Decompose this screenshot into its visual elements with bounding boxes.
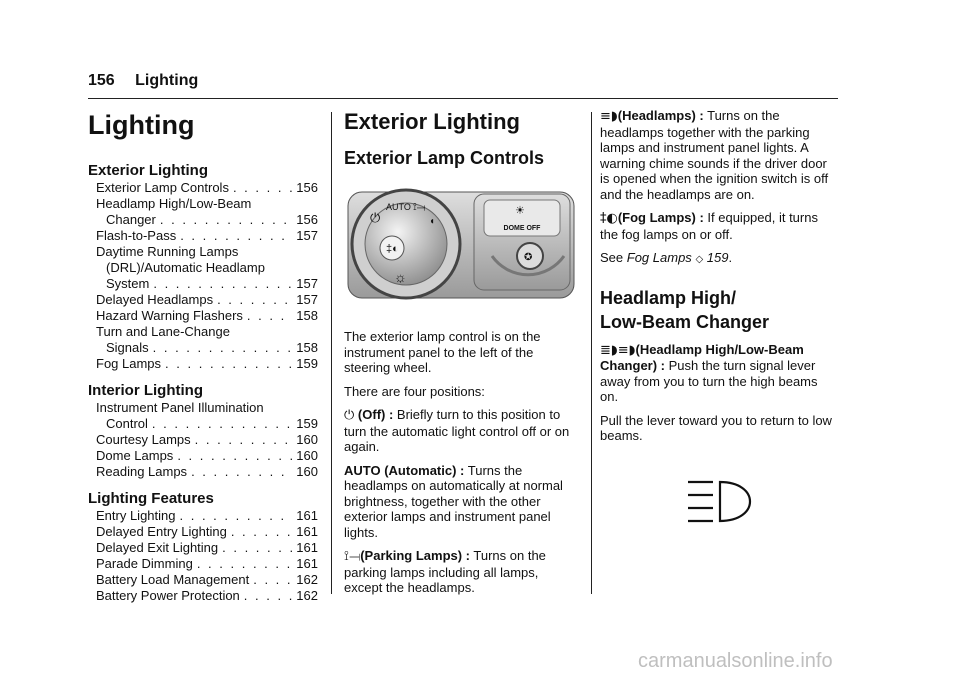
chapter-title: Lighting: [88, 110, 195, 140]
fog-lamp-icon: ‡◐: [386, 243, 399, 255]
toc-entry[interactable]: Delayed Exit Lighting . . . 161: [88, 540, 318, 556]
power-icon: ⏻: [370, 210, 381, 225]
intro-paragraph: The exterior lamp control is on the instrument panel to the left of the steering wheel.: [344, 329, 541, 375]
subsection-title: Exterior Lamp Controls: [344, 148, 545, 168]
off-term: (Off) :: [357, 407, 394, 422]
dimmer-icon: ✪: [524, 252, 533, 263]
toc-entry[interactable]: Control . . . 159: [88, 416, 318, 432]
content-column-3: [600, 108, 838, 547]
off-paragraph: [344, 407, 576, 455]
fog-paragraph: [600, 210, 838, 242]
parking-lamps-icon: ⟟⟞: [413, 202, 426, 213]
see-reference: See Fog Lamps ◇ 159.: [600, 250, 733, 265]
toc-entry[interactable]: Changer . . . 156: [88, 212, 318, 228]
parking-term: (Parking Lamps) :: [360, 548, 471, 563]
section-title: Exterior Lighting: [344, 109, 520, 134]
high-beam-symbol: [600, 462, 838, 542]
toc-entry-line[interactable]: (DRL)/Automatic Headlamp: [106, 260, 265, 275]
toc-entry[interactable]: Signals . . . 158: [88, 340, 318, 356]
parking-paragraph: [344, 548, 576, 596]
watermark: carmanualsonline.info: [638, 650, 833, 672]
auto-label: AUTO: [386, 202, 411, 212]
headlamps-term: (Headlamps) :: [617, 108, 704, 123]
toc-entry[interactable]: Fog Lamps . . . 159: [88, 356, 318, 372]
page-number: 156: [88, 72, 115, 89]
fog-description: If equipped, it turns the fog lamps on or off.: [600, 210, 818, 242]
auto-term: AUTO (Automatic) :: [344, 462, 465, 478]
page-ref-icon: ◇: [695, 254, 704, 265]
page-header: [88, 72, 198, 90]
off-description: Briefly turn to this position to turn the automatic light control off or on again.: [344, 407, 570, 454]
parking-description: Turns on the parking lamps including all lamps, except the headlamps.: [344, 548, 546, 595]
fog-term: (Fog Lamps) :: [617, 210, 704, 225]
toc-entry[interactable]: Exterior Lamp Controls . . . 156: [88, 180, 318, 196]
header-section: Lighting: [135, 72, 199, 89]
headlamps-description: Turns on the headlamps together with the parking lamps and instrument panel lights. A warning chime sounds if the driver door is opened when the ignition switch is off and the headlamps are on.: [600, 108, 829, 202]
changer-paragraph: [600, 342, 838, 405]
toc-entry[interactable]: Delayed Headlamps . . . 157: [88, 292, 318, 308]
lamp-control-illustration: [344, 186, 576, 304]
pull-paragraph: Pull the lever toward you to return to low beams.: [600, 412, 832, 443]
dome-off-label: DOME OFF: [503, 225, 541, 232]
toc-entry-line[interactable]: Turn and Lane-Change: [96, 324, 230, 339]
toc-entry[interactable]: Parade Dimming . . . 161: [88, 556, 318, 572]
subsection-title: Headlamp High/ Low-Beam Changer: [600, 287, 770, 332]
toc-entry-line[interactable]: Instrument Panel Illumination: [96, 400, 264, 415]
parking-lamps-icon: ⟟⟞: [344, 549, 361, 564]
toc-entry[interactable]: Dome Lamps . . . 160: [88, 448, 318, 464]
toc-entry[interactable]: Battery Power Protection . . . 162: [88, 588, 318, 604]
toc-column: [88, 108, 318, 604]
toc-entry[interactable]: Flash-to-Pass . . . 157: [88, 228, 318, 244]
dome-lamp-icon: ☀: [515, 205, 525, 217]
toc-entry[interactable]: Entry Lighting . . . 161: [88, 508, 318, 524]
content-column-2: [344, 108, 576, 596]
toc-section-title: Interior Lighting: [88, 382, 203, 399]
headlamp-icon: ◖: [429, 216, 436, 227]
auto-paragraph: [344, 463, 576, 541]
toc-entry[interactable]: Courtesy Lamps . . . 160: [88, 432, 318, 448]
changer-description: Push the turn signal lever away from you to turn the high beams on.: [600, 358, 818, 404]
fog-lamp-icon: ‡◐: [600, 211, 618, 226]
headlamps-paragraph: [600, 108, 838, 202]
toc-entry[interactable]: System . . . 157: [88, 276, 318, 292]
positions-intro: There are four positions:: [344, 383, 485, 399]
toc-entry-line[interactable]: Headlamp High/Low-Beam: [96, 196, 252, 211]
auto-description: Turns the headlamps on automatically at normal brightness, together with the other exterior lamps and instrument panel lights.: [344, 462, 563, 540]
toc-section-title: Exterior Lighting: [88, 162, 208, 179]
fog-lamps-page[interactable]: 159: [706, 250, 729, 265]
toc-entry[interactable]: Hazard Warning Flashers . . . 158: [88, 308, 318, 324]
toc-entry[interactable]: Delayed Entry Lighting . . . 161: [88, 524, 318, 540]
toc-entry[interactable]: Reading Lamps . . . 160: [88, 464, 318, 480]
fog-lamps-link[interactable]: Fog Lamps: [626, 250, 692, 265]
power-icon: ⏻: [344, 408, 355, 423]
header-rule: [88, 98, 838, 99]
headlamp-icon: ≡◗: [600, 109, 618, 124]
column-divider: [591, 112, 592, 594]
high-low-beam-icon: ≣◗≡◗: [600, 342, 636, 358]
toc-entry-line[interactable]: Daytime Running Lamps: [96, 244, 239, 259]
toc-section-title: Lighting Features: [88, 490, 214, 507]
column-divider: [331, 112, 332, 594]
changer-term: (Headlamp High/Low-Beam Changer) :: [600, 341, 804, 373]
toc-entry[interactable]: Battery Load Management . . . 162: [88, 572, 318, 588]
panel-brightness-icon: ☼: [394, 269, 407, 285]
